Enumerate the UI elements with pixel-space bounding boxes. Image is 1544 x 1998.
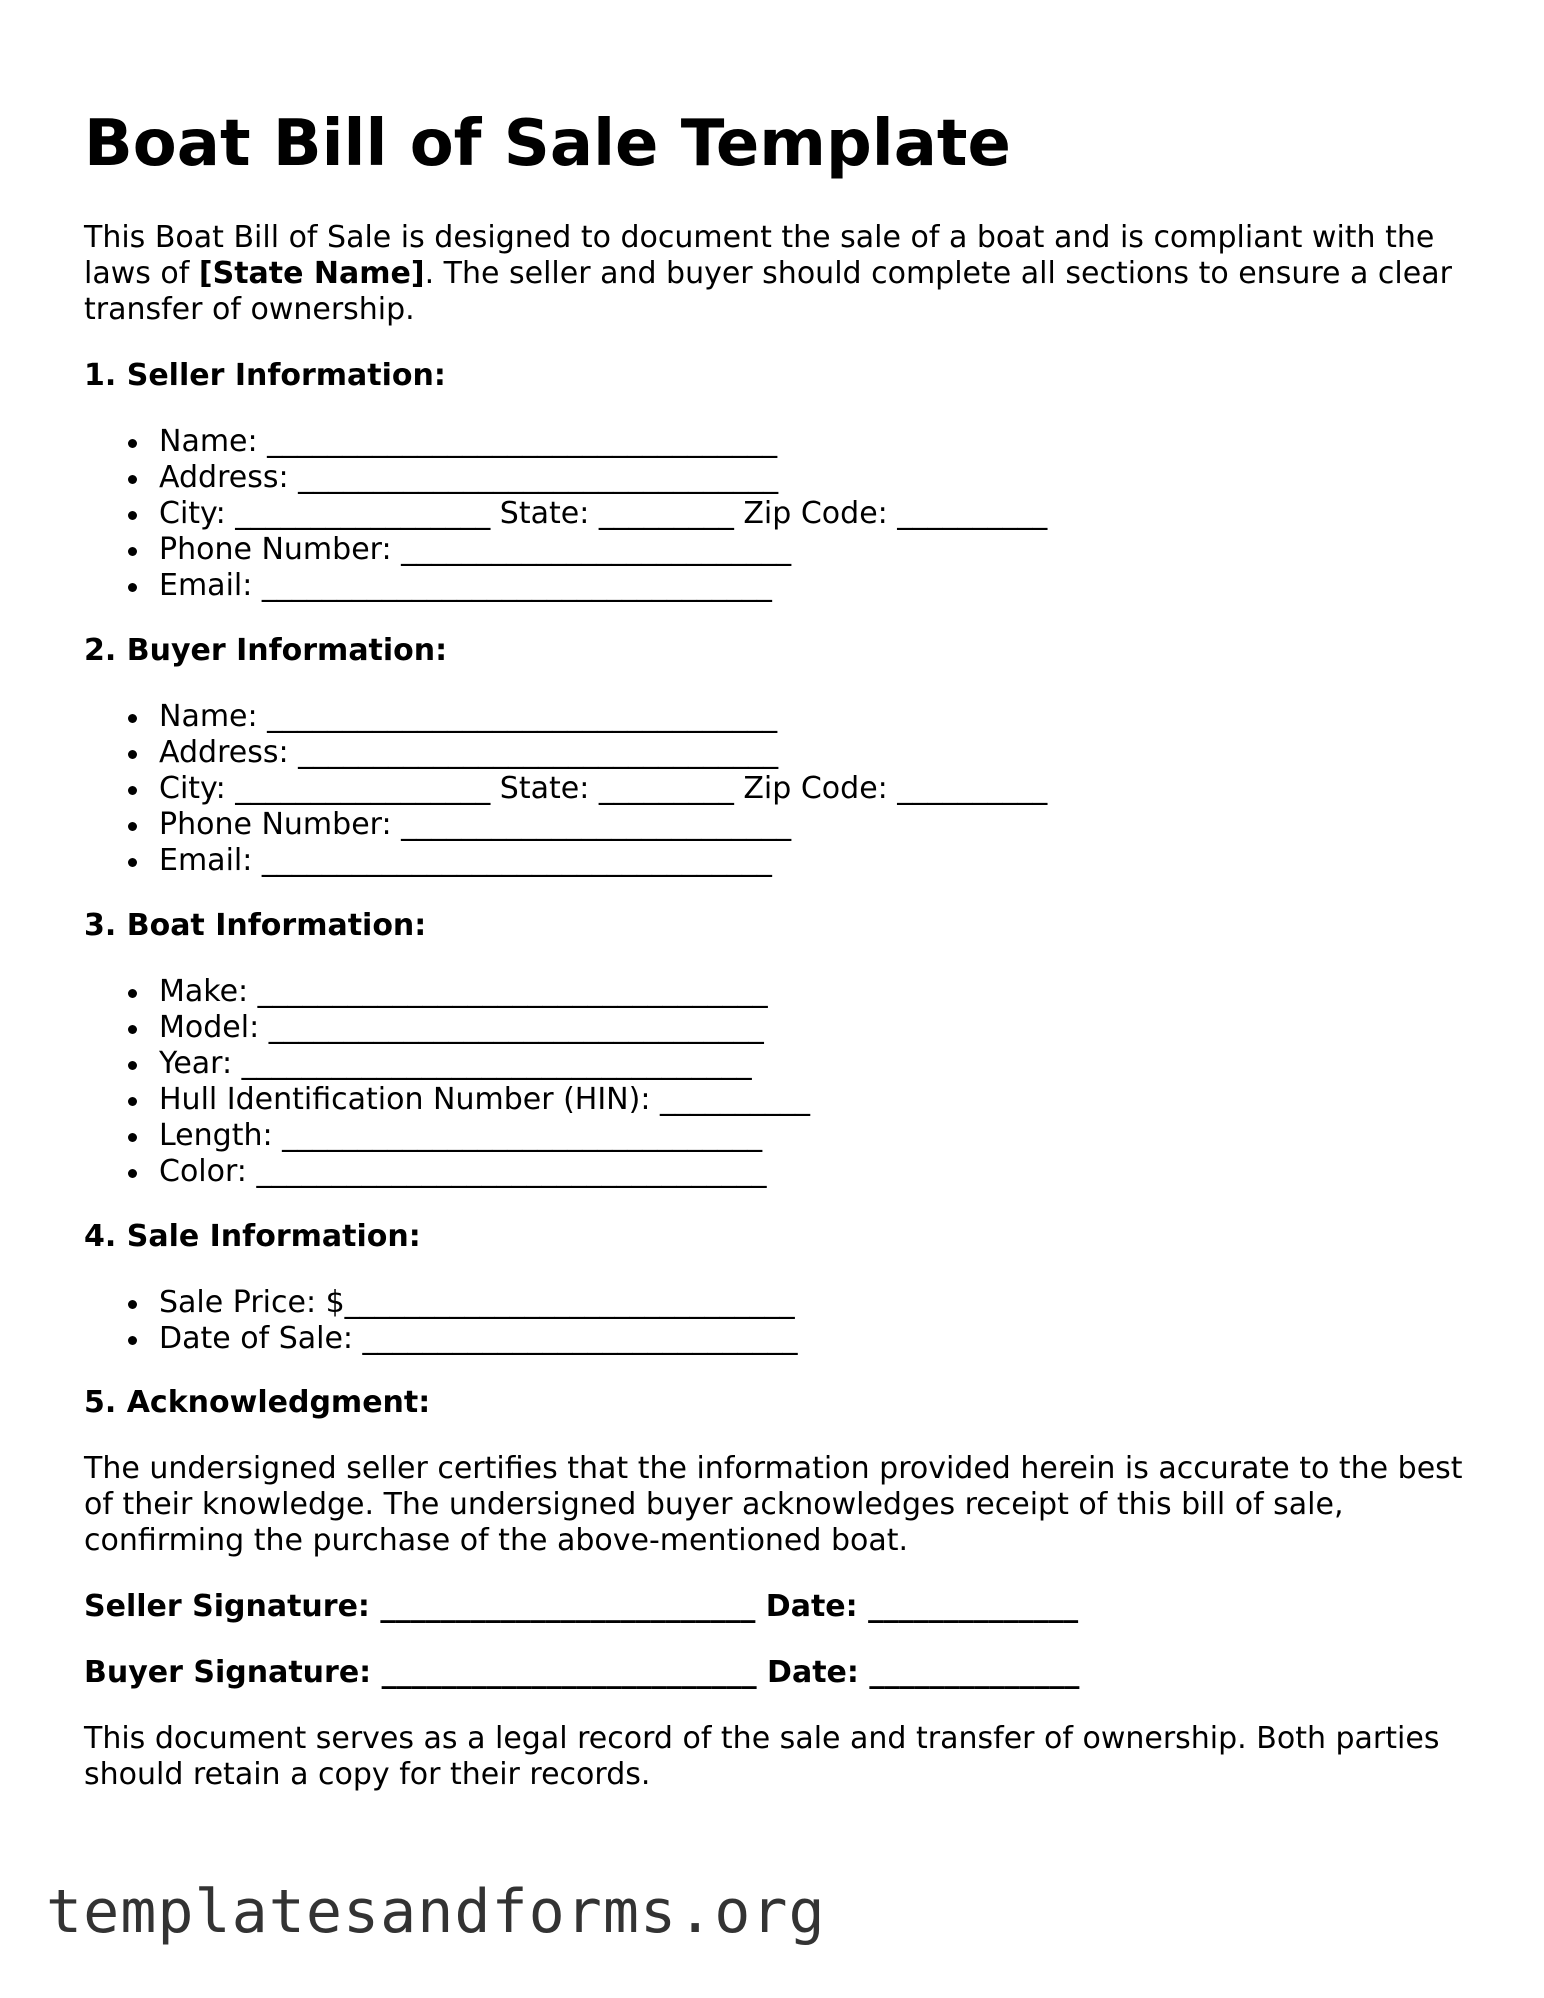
seller-section-heading: 1. Seller Information: bbox=[84, 358, 446, 393]
buyer-email-field: Email: __________________________________ bbox=[84, 843, 1047, 879]
boat-length-field: Length: ________________________________ bbox=[84, 1118, 810, 1154]
boat-year-field: Year: __________________________________ bbox=[84, 1046, 810, 1082]
buyer-name-field: Name: __________________________________ bbox=[84, 699, 1047, 735]
boat-hin-field: Hull Identification Number (HIN): __________ bbox=[84, 1082, 810, 1118]
boat-model-field: Model: _________________________________ bbox=[84, 1010, 810, 1046]
site-watermark: templatesandforms.org bbox=[46, 1877, 826, 1947]
seller-email-field: Email: __________________________________ bbox=[84, 568, 1047, 604]
sale-date-field: Date of Sale: _____________________________ bbox=[84, 1321, 798, 1357]
seller-name-field: Name: __________________________________ bbox=[84, 424, 1047, 460]
seller-address-field: Address: ________________________________ bbox=[84, 460, 1047, 496]
seller-signature-line: Seller Signature: _________________________ Date: ______________ bbox=[84, 1589, 1079, 1624]
buyer-address-field: Address: ________________________________ bbox=[84, 735, 1047, 771]
document-title: Boat Bill of Sale Template bbox=[84, 107, 1011, 181]
buyer-field-list bbox=[84, 699, 1047, 879]
intro-text-before: This Boat Bill of Sale is designed to document the sale of a boat and is compliant with the laws of bbox=[84, 220, 1435, 291]
closing-paragraph: This document serves as a legal record of the sale and transfer of ownership. Both parties should retain a copy for their records. bbox=[84, 1721, 1440, 1792]
boat-make-field: Make: __________________________________ bbox=[84, 974, 810, 1010]
boat-section-heading: 3. Boat Information: bbox=[84, 908, 427, 943]
seller-phone-field: Phone Number: __________________________ bbox=[84, 532, 1047, 568]
seller-city-state-zip-field: City: _________________ State: _________ Zip Code: __________ bbox=[84, 496, 1047, 532]
sale-field-list bbox=[84, 1285, 798, 1357]
acknowledgment-section-heading: 5. Acknowledgment: bbox=[84, 1385, 431, 1420]
buyer-phone-field: Phone Number: __________________________ bbox=[84, 807, 1047, 843]
buyer-city-state-zip-field: City: _________________ State: _________ Zip Code: __________ bbox=[84, 771, 1047, 807]
sale-price-field: Sale Price: $______________________________ bbox=[84, 1285, 798, 1321]
boat-field-list bbox=[84, 974, 810, 1190]
intro-text-after: . The seller and buyer should complete all sections to ensure a clear transfer of ownership. bbox=[84, 256, 1452, 327]
state-name-placeholder: [State Name] bbox=[198, 256, 425, 291]
boat-color-field: Color: __________________________________ bbox=[84, 1154, 810, 1190]
buyer-section-heading: 2. Buyer Information: bbox=[84, 633, 448, 668]
intro-paragraph bbox=[84, 220, 1464, 328]
buyer-signature-line: Buyer Signature: _________________________ Date: ______________ bbox=[84, 1655, 1080, 1690]
sale-section-heading: 4. Sale Information: bbox=[84, 1219, 421, 1254]
seller-field-list bbox=[84, 424, 1047, 604]
acknowledgment-text: The undersigned seller certifies that the information provided herein is accurate to the best of their knowledge. The undersigned buyer acknowledges receipt of this bill of sale, confirming the purchase of the above-mentioned boat. bbox=[84, 1451, 1463, 1558]
